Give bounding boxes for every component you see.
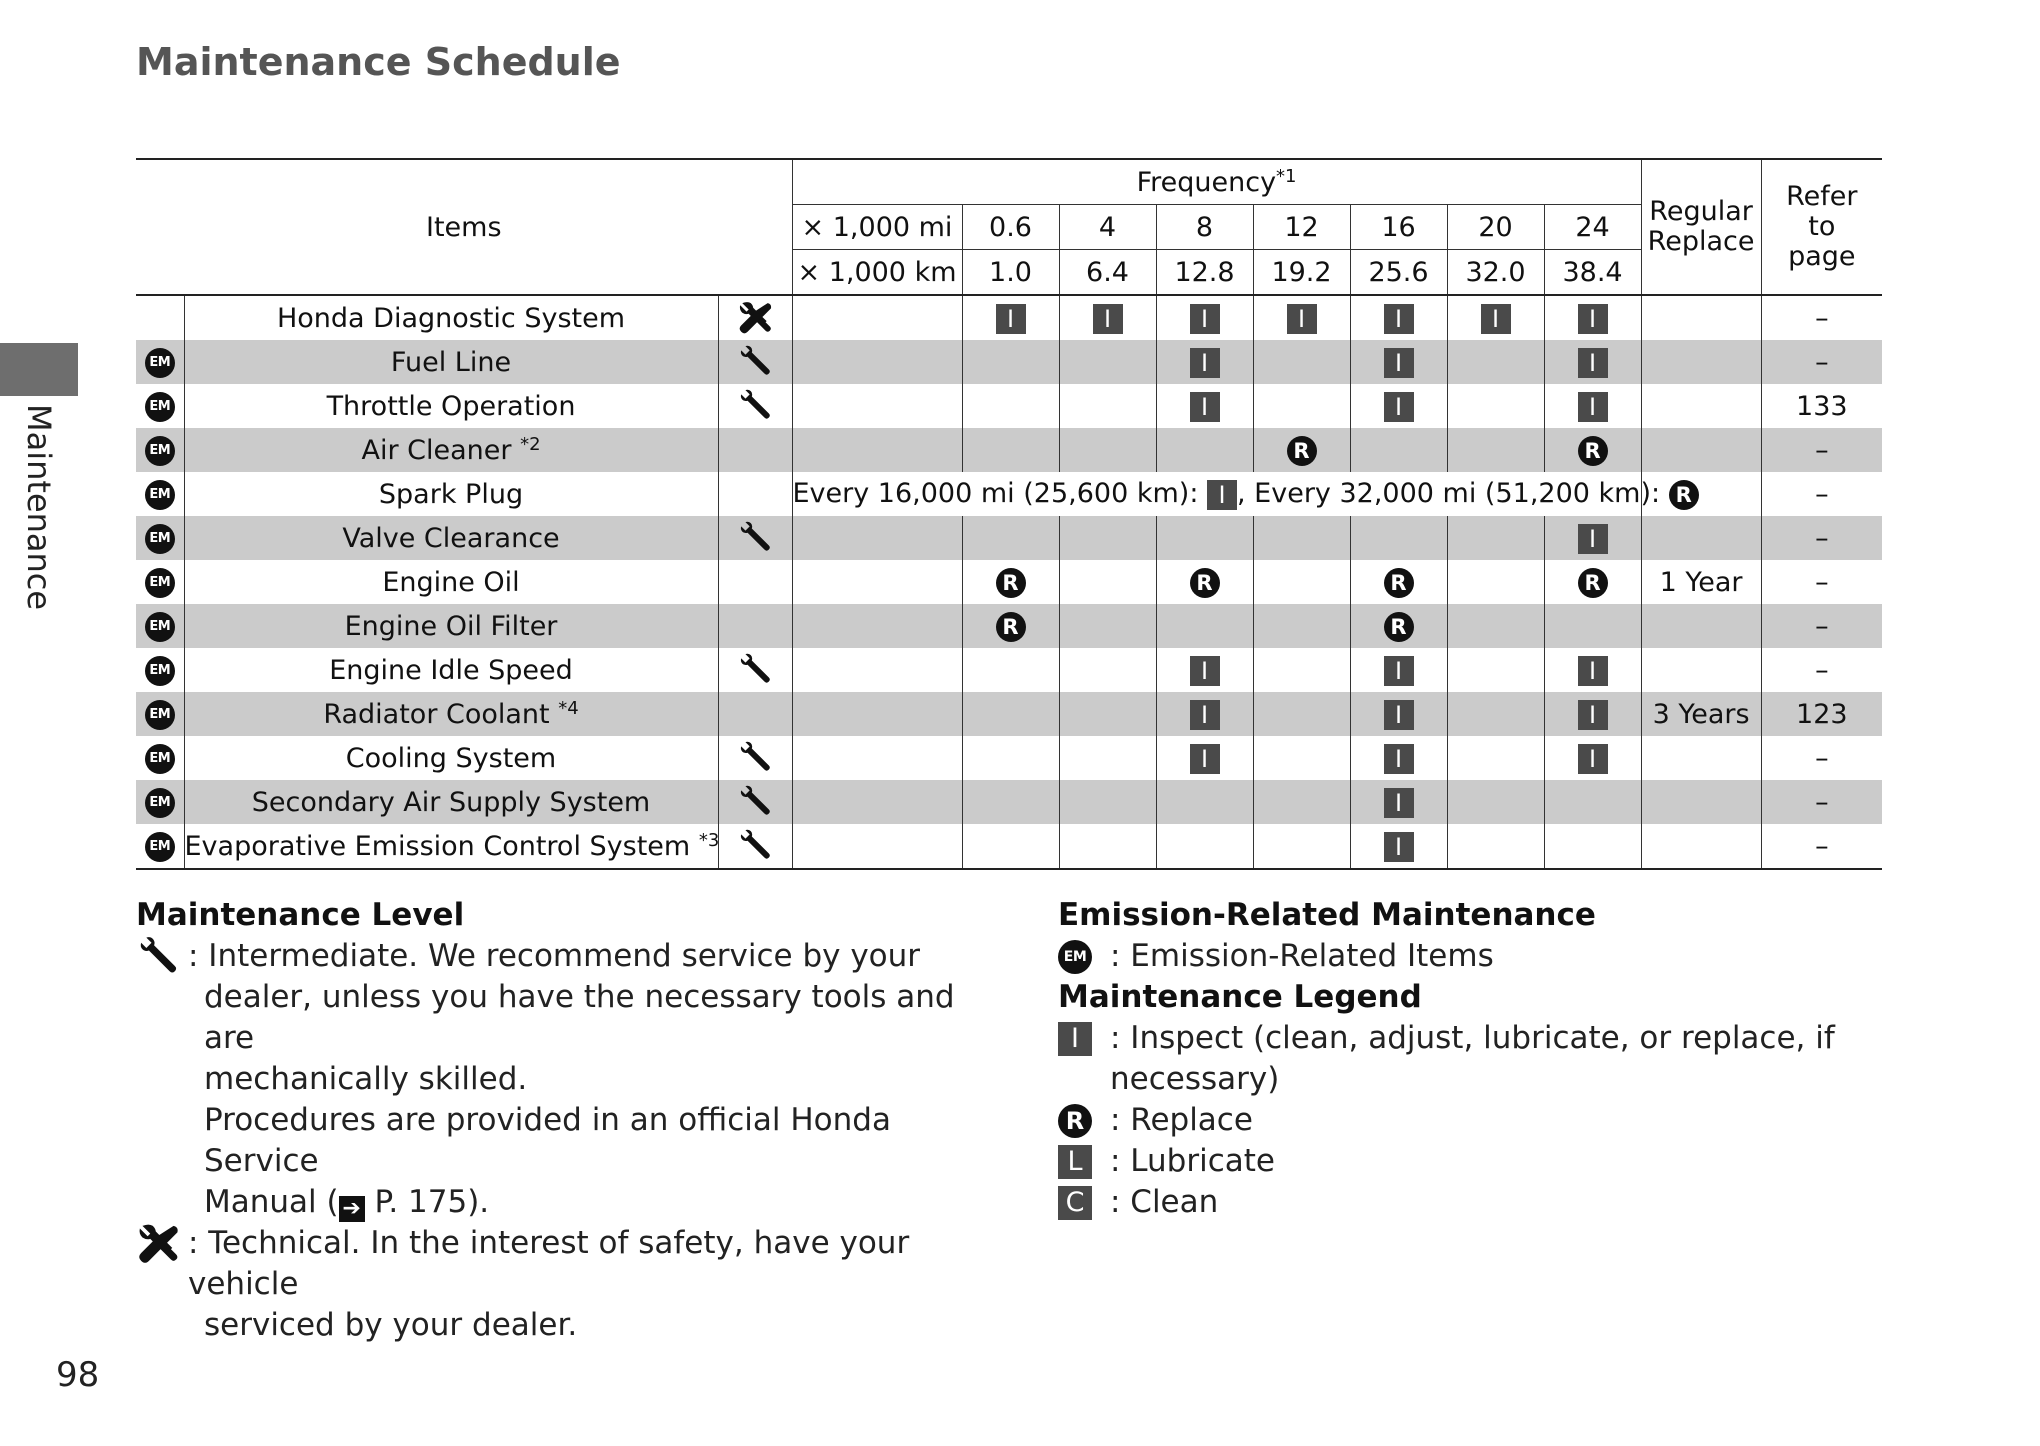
item-name: Engine Idle Speed [184,648,718,692]
frequency-cell [1544,824,1641,869]
frequency-cell [1447,516,1544,560]
tool-cell [718,516,792,560]
replace-icon: R [1578,568,1608,598]
refer-page-cell: 123 [1761,692,1882,736]
frequency-cell [1350,780,1447,824]
frequency-cell [1156,824,1253,869]
em-cell [136,780,184,824]
lubricate-icon: L [1058,1145,1092,1179]
em-cell [136,428,184,472]
frequency-cell [962,295,1059,340]
emission-legend-section [1058,895,1898,1223]
frequency-cell [1059,736,1156,780]
frequency-cell [962,736,1059,780]
em-cell [136,295,184,340]
frequency-cell [1544,604,1641,648]
refer-page-cell: 133 [1761,384,1882,428]
unit-cell [792,340,962,384]
frequency-cell [1350,384,1447,428]
frequency-cell [962,428,1059,472]
frequency-cell [1544,560,1641,604]
frequency-cell [1156,340,1253,384]
tool-cell [718,736,792,780]
frequency-cell [962,340,1059,384]
km-unit-label: × 1,000 km [792,250,962,296]
refer-page-cell: – [1761,648,1882,692]
regular-replace-cell [1641,384,1761,428]
frequency-cell [1253,295,1350,340]
inspect-icon: I [1578,304,1608,334]
frequency-cell [1253,516,1350,560]
wrench-icon [737,828,773,864]
emission-title: Emission-Related Maintenance [1058,897,1596,933]
frequency-cell [1350,560,1447,604]
frequency-cell [1059,692,1156,736]
inspect-icon: I [1578,744,1608,774]
em-cell [136,340,184,384]
emission-related-icon: EM [145,348,175,378]
mi-value: 16 [1350,205,1447,250]
page-number: 98 [56,1355,100,1395]
emission-related-icon: EM [145,744,175,774]
emission-related-icon: EM [1058,940,1092,974]
frequency-cell [1059,428,1156,472]
item-name: Throttle Operation [184,384,718,428]
regular-replace-cell [1641,824,1761,869]
wrench-icon [136,936,188,977]
table-row [136,472,1882,516]
table-row [136,340,1882,384]
frequency-cell [1059,340,1156,384]
emission-related-icon: EM [145,700,175,730]
replace-icon: R [1578,436,1608,466]
unit-cell [792,516,962,560]
regular-replace-cell [1641,648,1761,692]
wrench-icon [737,388,773,424]
table-row [136,295,1882,340]
emission-related-icon: EM [145,832,175,862]
frequency-cell [1253,780,1350,824]
frequency-cell [1350,648,1447,692]
item-name: Engine Oil [184,560,718,604]
mi-value: 24 [1544,205,1641,250]
em-cell [136,692,184,736]
replace-icon: R [996,612,1026,642]
refer-page-cell: – [1761,472,1882,516]
inspect-icon: I [1190,348,1220,378]
wrench-icon [737,344,773,380]
unit-cell [792,428,962,472]
km-value: 12.8 [1156,250,1253,296]
inspect-icon: I [1384,788,1414,818]
refer-page-cell: – [1761,295,1882,340]
frequency-cell [1059,560,1156,604]
frequency-cell [1253,824,1350,869]
refer-page-cell: – [1761,340,1882,384]
regular-replace-cell: 1 Year [1641,560,1761,604]
frequency-cell [962,516,1059,560]
page-title: Maintenance Schedule [136,40,621,84]
frequency-cell [1447,824,1544,869]
frequency-cell [1059,648,1156,692]
frequency-cell [1447,648,1544,692]
technical-description-line: serviced by your dealer. [204,1307,578,1343]
frequency-cell [1156,384,1253,428]
inspect-icon: I [996,304,1026,334]
frequency-cell [1544,428,1641,472]
frequency-cell [1253,428,1350,472]
frequency-cell [1544,648,1641,692]
service-manual-reference: Manual ( ➔ P. 175). [204,1184,490,1221]
footnote-marker: *2 [520,434,541,455]
wrench-icon [737,652,773,688]
tool-cell [718,384,792,428]
emission-related-icon: EM [145,524,175,554]
refer-page-cell: – [1761,736,1882,780]
regular-replace-cell [1641,428,1761,472]
section-label: Maintenance [20,404,58,611]
inspect-icon: I [1384,832,1414,862]
frequency-cell [1350,604,1447,648]
frequency-cell [1544,295,1641,340]
table-row [136,780,1882,824]
em-cell [136,560,184,604]
table-row [136,604,1882,648]
replace-icon: R [1384,612,1414,642]
table-row [136,692,1882,736]
refer-page-cell: – [1761,428,1882,472]
replace-icon: R [996,568,1026,598]
table-row [136,516,1882,560]
intermediate-description: : Intermediate. We recommend service by your [188,938,921,974]
frequency-cell [1156,648,1253,692]
frequency-cell [1156,604,1253,648]
frequency-cell [1156,295,1253,340]
tool-cell [718,604,792,648]
replace-icon: R [1287,436,1317,466]
emission-description: : Emission-Related Items [1110,938,1494,974]
inspect-icon: I [1384,392,1414,422]
regular-replace-cell [1641,340,1761,384]
item-name: Evaporative Emission Control System $^{*3}$ [184,824,718,869]
frequency-cell [1544,692,1641,736]
inspect-icon: I [1481,304,1511,334]
refer-page-cell: – [1761,516,1882,560]
maintenance-level-title: Maintenance Level [136,897,465,933]
maintenance-schedule-table [136,158,1882,870]
unit-cell [792,560,962,604]
frequency-cell [1350,295,1447,340]
frequency-cell [1059,516,1156,560]
frequency-cell [1544,736,1641,780]
km-value: 25.6 [1350,250,1447,296]
frequency-cell [1253,692,1350,736]
inspect-icon: I [1190,392,1220,422]
frequency-cell [962,824,1059,869]
intermediate-description-line: dealer, unless you have the necessary tools and are [204,979,955,1056]
mi-value: 20 [1447,205,1544,250]
mi-value: 4 [1059,205,1156,250]
frequency-cell [1544,384,1641,428]
technical-tools-icon [737,300,773,336]
item-name: Air Cleaner $^{*2}$ [184,428,718,472]
em-cell [136,516,184,560]
tool-cell [718,780,792,824]
em-cell [136,604,184,648]
mi-value: 8 [1156,205,1253,250]
emission-related-icon: EM [145,392,175,422]
inspect-icon: I [1190,304,1220,334]
tool-cell [718,295,792,340]
frequency-cell [1447,736,1544,780]
tool-cell [718,472,792,516]
item-name: Valve Clearance [184,516,718,560]
emission-related-icon: EM [145,612,175,642]
frequency-cell [1253,736,1350,780]
regular-replace-cell [1641,780,1761,824]
frequency-cell [1544,780,1641,824]
refer-page-cell: – [1761,604,1882,648]
frequency-cell [1447,560,1544,604]
km-value: 38.4 [1544,250,1641,296]
replace-icon: R [1669,480,1699,510]
emission-related-icon: EM [145,436,175,466]
frequency-cell [1447,780,1544,824]
frequency-cell [1350,692,1447,736]
inspect-icon: I [1190,656,1220,686]
clean-icon: C [1058,1186,1092,1220]
regular-replace-cell [1641,736,1761,780]
inspect-icon: I [1384,348,1414,378]
frequency-cell [1350,516,1447,560]
frequency-cell [962,384,1059,428]
tool-cell [718,560,792,604]
item-name: Cooling System [184,736,718,780]
intermediate-description-line: Procedures are provided in an official Honda Service [204,1102,891,1179]
frequency-cell [1156,560,1253,604]
table-row [136,648,1882,692]
frequency-cell [1350,736,1447,780]
em-cell [136,384,184,428]
mi-value: 12 [1253,205,1350,250]
refer-page-cell: – [1761,824,1882,869]
refer-page-cell: – [1761,560,1882,604]
emission-related-icon: EM [145,656,175,686]
item-name: Honda Diagnostic System [184,295,718,340]
replace-icon: R [1058,1104,1092,1138]
frequency-cell [1156,692,1253,736]
unit-cell [792,780,962,824]
frequency-cell [1156,428,1253,472]
section-tab [0,343,78,396]
frequency-cell [962,560,1059,604]
wrench-icon [737,740,773,776]
frequency-cell [1156,780,1253,824]
wrench-icon [737,784,773,820]
inspect-icon: I [1190,744,1220,774]
frequency-cell [1544,340,1641,384]
tool-cell [718,692,792,736]
unit-cell [792,736,962,780]
em-cell [136,648,184,692]
unit-cell [792,384,962,428]
frequency-cell [1059,604,1156,648]
inspect-icon: I [1190,700,1220,730]
inspect-icon: I [1058,1022,1092,1056]
item-name: Spark Plug [184,472,718,516]
inspect-icon: I [1578,392,1608,422]
mi-unit-label: × 1,000 mi [792,205,962,250]
refer-page-cell: – [1761,780,1882,824]
maintenance-level-section [136,895,996,1346]
items-header: Items [136,159,792,295]
emission-related-icon: EM [145,480,175,510]
unit-cell [792,295,962,340]
tool-cell [718,824,792,869]
table-row [136,560,1882,604]
regular-replace-cell [1641,295,1761,340]
inspect-icon: I [1384,700,1414,730]
table-row [136,824,1882,869]
unit-cell [792,692,962,736]
item-name: Radiator Coolant $^{*4}$ [184,692,718,736]
frequency-cell [1447,604,1544,648]
unit-cell [792,648,962,692]
frequency-cell [1350,428,1447,472]
item-name: Engine Oil Filter [184,604,718,648]
km-value: 32.0 [1447,250,1544,296]
page-reference-arrow-icon: ➔ [339,1196,365,1222]
frequency-cell [1447,428,1544,472]
km-value: 6.4 [1059,250,1156,296]
frequency-cell [1253,604,1350,648]
tool-cell [718,648,792,692]
inspect-icon: I [1287,304,1317,334]
footnote-marker: *4 [558,698,579,719]
frequency-cell [1350,824,1447,869]
frequency-cell [962,692,1059,736]
em-cell [136,824,184,869]
interval-note: Every 16,000 mi (25,600 km): I , Every 32,000 mi (51,200 km): R [792,472,1641,516]
lubricate-description: : Lubricate [1110,1143,1275,1179]
frequency-cell [1059,384,1156,428]
replace-icon: R [1384,568,1414,598]
frequency-cell [962,780,1059,824]
wrench-icon [737,520,773,556]
frequency-cell [1544,516,1641,560]
inspect-description: : Inspect (clean, adjust, lubricate, or replace, if necessary) [1110,1020,1835,1097]
inspect-icon: I [1384,744,1414,774]
frequency-cell [1447,384,1544,428]
table-row [136,428,1882,472]
refer-page-header: Refer to page [1761,159,1882,295]
tool-cell [718,340,792,384]
item-name: Fuel Line [184,340,718,384]
frequency-cell [1350,340,1447,384]
frequency-header: Frequency$^{*1}$ [792,159,1641,205]
em-cell [136,736,184,780]
tool-cell [718,428,792,472]
em-cell [136,472,184,516]
inspect-icon: I [1578,656,1608,686]
footnote-marker: *3 [698,830,720,851]
frequency-cell [1156,516,1253,560]
inspect-icon: I [1384,304,1414,334]
inspect-icon: I [1093,304,1123,334]
replace-description: : Replace [1110,1102,1253,1138]
frequency-cell [962,604,1059,648]
km-value: 19.2 [1253,250,1350,296]
technical-description: : Technical. In the interest of safety, have your vehicle [188,1225,910,1302]
regular-replace-cell: 3 Years [1641,692,1761,736]
item-name: Secondary Air Supply System [184,780,718,824]
clean-description: : Clean [1110,1184,1219,1220]
regular-replace-cell [1641,604,1761,648]
frequency-cell [1253,384,1350,428]
frequency-cell [1156,736,1253,780]
unit-cell [792,604,962,648]
frequency-cell [1447,692,1544,736]
regular-replace-header: Regular Replace [1641,159,1761,295]
km-value: 1.0 [962,250,1059,296]
table-row [136,384,1882,428]
emission-related-icon: EM [145,788,175,818]
mi-value: 0.6 [962,205,1059,250]
emission-related-icon: EM [145,568,175,598]
technical-tools-icon [136,1223,188,1264]
inspect-icon: I [1384,656,1414,686]
frequency-cell [1059,824,1156,869]
inspect-icon: I [1578,348,1608,378]
regular-replace-cell [1641,516,1761,560]
inspect-icon: I [1578,524,1608,554]
frequency-cell [1253,560,1350,604]
frequency-cell [962,648,1059,692]
inspect-icon: I [1207,480,1237,510]
frequency-cell [1253,340,1350,384]
frequency-cell [1447,340,1544,384]
replace-icon: R [1190,568,1220,598]
frequency-cell [1059,780,1156,824]
inspect-icon: I [1578,700,1608,730]
frequency-cell [1447,295,1544,340]
frequency-cell [1253,648,1350,692]
legend-title: Maintenance Legend [1058,979,1422,1015]
intermediate-description-line: mechanically skilled. [204,1061,528,1097]
table-row [136,736,1882,780]
unit-cell [792,824,962,869]
frequency-cell [1059,295,1156,340]
